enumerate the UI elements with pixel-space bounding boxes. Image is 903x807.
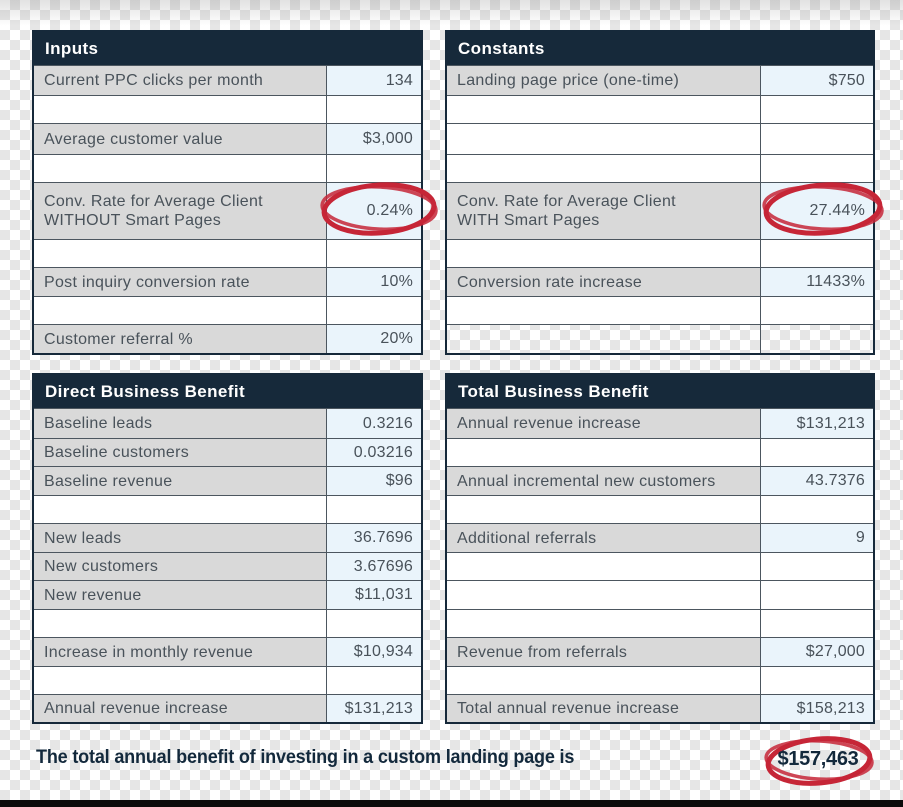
row-value: [760, 96, 873, 123]
row-value-circled: 0.24%: [326, 183, 421, 239]
table-row-empty: [447, 154, 873, 182]
row-label: Additional referrals: [447, 524, 760, 552]
row-label: Post inquiry conversion rate: [34, 268, 326, 296]
row-value: 3.67696: [326, 553, 421, 580]
row-value: $131,213: [760, 409, 873, 438]
row-label: Customer referral %: [34, 325, 326, 353]
total-business-benefit-header: Total Business Benefit: [447, 375, 873, 408]
row-label: [34, 610, 326, 637]
row-label: [34, 297, 326, 324]
row-value: 0.03216: [326, 439, 421, 466]
row-label: New leads: [34, 524, 326, 552]
table-row-empty: [447, 95, 873, 123]
table-row-empty: [447, 296, 873, 324]
row-value: [760, 553, 873, 580]
row-label-line1: Conv. Rate for Average Client: [457, 193, 676, 210]
row-label: Increase in monthly revenue: [34, 638, 326, 666]
row-value: $750: [760, 66, 873, 95]
table-row: [34, 552, 421, 580]
table-row-empty: [34, 95, 421, 123]
table-row-empty: [447, 495, 873, 523]
table-row-empty: [447, 609, 873, 637]
summary-total-value: $157,463: [777, 748, 859, 770]
row-value: [326, 96, 421, 123]
table-row-empty: [34, 239, 421, 267]
row-value: $27,000: [760, 638, 873, 666]
table-row-empty: [34, 495, 421, 523]
table-row: [447, 523, 873, 552]
table-row-empty: [34, 666, 421, 694]
row-value: [760, 496, 873, 523]
row-label: Conversion rate increase: [447, 268, 760, 296]
row-label: [447, 439, 760, 466]
row-label: Annual revenue increase: [34, 695, 326, 722]
table-row: [34, 408, 421, 438]
table-row: [34, 438, 421, 466]
row-label: [34, 183, 326, 239]
row-value: $11,031: [326, 581, 421, 609]
row-value: $10,934: [326, 638, 421, 666]
row-label: [447, 96, 760, 123]
table-row-empty: [34, 609, 421, 637]
table-row: [447, 408, 873, 438]
row-value: [760, 667, 873, 694]
row-value: [326, 610, 421, 637]
direct-business-benefit-header: Direct Business Benefit: [34, 375, 421, 408]
table-row-empty: [447, 580, 873, 609]
table-row: [34, 637, 421, 666]
row-value: [326, 240, 421, 267]
table-row: [447, 267, 873, 296]
row-value: [326, 667, 421, 694]
row-value: [760, 439, 873, 466]
row-label: [34, 155, 326, 182]
row-label: [447, 581, 760, 609]
table-row: [34, 267, 421, 296]
row-value: $96: [326, 467, 421, 495]
row-value: 0.3216: [326, 409, 421, 438]
row-value: 9: [760, 524, 873, 552]
inputs-table-header: Inputs: [34, 32, 421, 65]
table-row-empty: [34, 296, 421, 324]
row-value: $3,000: [326, 124, 421, 154]
row-label: Total annual revenue increase: [447, 695, 760, 722]
total-business-benefit-table: [445, 373, 875, 724]
table-row: [34, 466, 421, 495]
row-value: [760, 581, 873, 609]
row-value: [760, 124, 873, 154]
row-label: New revenue: [34, 581, 326, 609]
bottom-black-bar: [0, 800, 903, 807]
table-row: [34, 123, 421, 154]
table-row-empty: [34, 154, 421, 182]
row-label: [34, 240, 326, 267]
row-label: [447, 667, 760, 694]
row-label: [447, 297, 760, 324]
table-row: [34, 694, 421, 722]
table-row-transparent: [447, 324, 873, 353]
row-value: [326, 297, 421, 324]
table-row: [447, 65, 873, 95]
table-row-empty: [447, 123, 873, 154]
row-label: [447, 155, 760, 182]
row-value: [326, 155, 421, 182]
row-value-circled: 27.44%: [760, 183, 873, 239]
row-label: Baseline revenue: [34, 467, 326, 495]
row-label: Current PPC clicks per month: [34, 66, 326, 95]
table-row: [447, 694, 873, 722]
table-row-empty: [447, 239, 873, 267]
summary-statement: The total annual benefit of investing in a custom landing page is: [36, 747, 575, 768]
row-label: [447, 124, 760, 154]
inputs-table: [32, 30, 423, 355]
row-label: [447, 610, 760, 637]
row-label: Annual revenue increase: [447, 409, 760, 438]
table-row: [447, 466, 873, 495]
row-label: [447, 496, 760, 523]
row-label: Annual incremental new customers: [447, 467, 760, 495]
table-row: [34, 182, 421, 239]
table-row: [34, 580, 421, 609]
row-value: 36.7696: [326, 524, 421, 552]
row-value: 43.7376: [760, 467, 873, 495]
top-shadow-gradient: [0, 0, 903, 26]
table-row: [447, 182, 873, 239]
row-label: [447, 325, 760, 353]
row-value: [760, 297, 873, 324]
row-value: [760, 325, 873, 353]
row-label: Baseline customers: [34, 439, 326, 466]
row-label: [447, 553, 760, 580]
row-value: [760, 240, 873, 267]
row-label: [447, 240, 760, 267]
table-row: [447, 637, 873, 666]
row-label: Baseline leads: [34, 409, 326, 438]
row-value: [760, 610, 873, 637]
row-label: [34, 96, 326, 123]
constants-table: [445, 30, 875, 355]
table-row: [34, 324, 421, 353]
row-value: [760, 155, 873, 182]
row-label-line2: WITH Smart Pages: [457, 212, 600, 229]
row-value: [326, 496, 421, 523]
row-label: Revenue from referrals: [447, 638, 760, 666]
row-label: Landing page price (one-time): [447, 66, 760, 95]
row-value: $131,213: [326, 695, 421, 722]
row-label-line1: Conv. Rate for Average Client: [44, 193, 263, 210]
row-value: 134: [326, 66, 421, 95]
row-label-line2: WITHOUT Smart Pages: [44, 212, 221, 229]
table-row-empty: [447, 666, 873, 694]
row-value: 10%: [326, 268, 421, 296]
constants-table-header: Constants: [447, 32, 873, 65]
row-label: New customers: [34, 553, 326, 580]
row-label: [34, 667, 326, 694]
table-row-empty: [447, 552, 873, 580]
row-label: [34, 496, 326, 523]
row-value: 11433%: [760, 268, 873, 296]
row-value: 20%: [326, 325, 421, 353]
row-label: [447, 183, 760, 239]
table-row: [34, 523, 421, 552]
direct-business-benefit-table: [32, 373, 423, 724]
table-row-empty: [447, 438, 873, 466]
row-label: Average customer value: [34, 124, 326, 154]
row-value: $158,213: [760, 695, 873, 722]
table-row: [34, 65, 421, 95]
